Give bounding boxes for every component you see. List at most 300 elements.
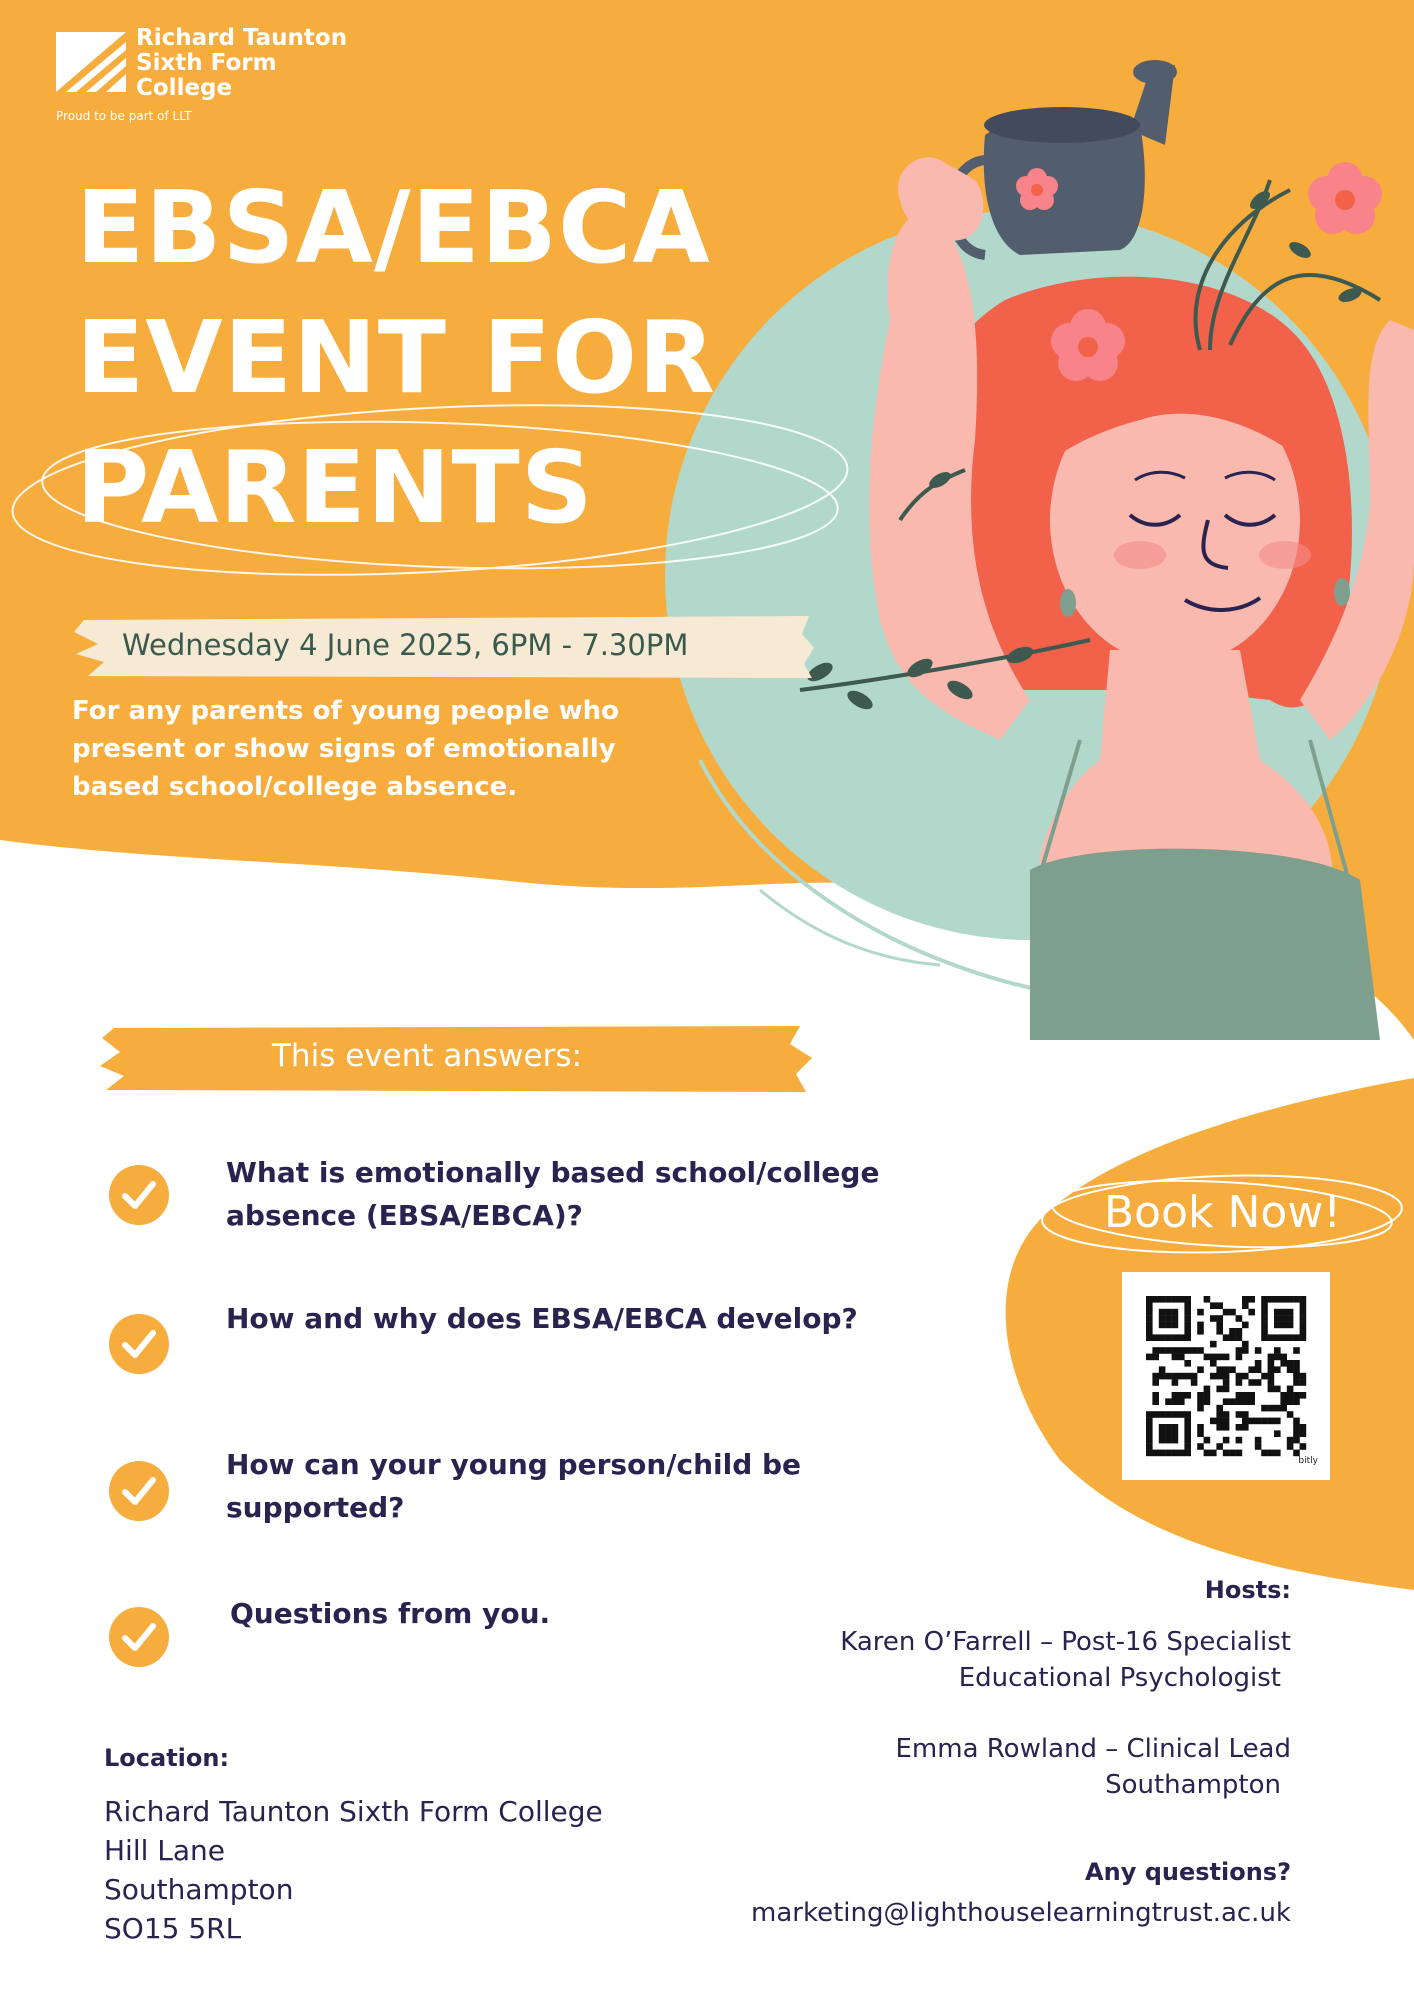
qr-module [1191,1373,1198,1380]
qr-module [1280,1334,1287,1341]
college-name-line: College [136,75,233,101]
qr-module [1300,1315,1307,1322]
qr-module [1178,1334,1185,1341]
qr-module [1152,1347,1159,1354]
qr-module [1293,1360,1300,1367]
qr-module [1293,1437,1300,1444]
qr-module [1204,1354,1211,1361]
qr-module [1165,1430,1172,1437]
qr-module [1280,1296,1287,1303]
qr-module [1223,1411,1230,1418]
qr-module [1152,1398,1159,1405]
qr-module [1152,1354,1159,1361]
qr-module [1184,1296,1191,1303]
qr-module [1223,1450,1230,1457]
qr-module [1152,1334,1159,1341]
qr-module [1229,1450,1236,1457]
qr-module [1172,1398,1179,1405]
qr-module [1229,1398,1236,1405]
qr-module [1210,1315,1217,1322]
qr-module [1216,1443,1223,1450]
qr-module [1178,1411,1185,1418]
college-name-line: Sixth Form [136,50,277,76]
qr-module [1165,1437,1172,1444]
host-1 [840,1624,1291,1696]
qr-module [1184,1392,1191,1399]
qr-module [1274,1334,1281,1341]
qr-module [1210,1360,1217,1367]
qr-module [1159,1366,1166,1373]
qr-module [1184,1302,1191,1309]
qr-module [1255,1347,1262,1354]
qr-module [1300,1302,1307,1309]
qr-module [1300,1430,1307,1437]
qr-module [1184,1315,1191,1322]
qr-module [1287,1443,1294,1450]
qr-module [1242,1341,1249,1348]
qr-module [1165,1322,1172,1329]
qr-module [1223,1373,1230,1380]
qr-module [1172,1392,1179,1399]
qr-module [1216,1354,1223,1361]
qr-module [1172,1309,1179,1316]
qr-module [1210,1450,1217,1457]
question-item: Questions from you. [230,1597,551,1630]
qr-module [1293,1296,1300,1303]
qr-module [1184,1424,1191,1431]
qr-module [1293,1418,1300,1425]
check-icon [108,1460,170,1522]
qr-module [1159,1296,1166,1303]
qr-module [1242,1296,1249,1303]
qr-module [1248,1379,1255,1386]
qr-module [1229,1334,1236,1341]
qr-module [1287,1360,1294,1367]
qr-module [1236,1328,1243,1335]
qr-module [1229,1328,1236,1335]
qr-module [1146,1328,1153,1335]
qr-module [1165,1411,1172,1418]
qr-module [1159,1347,1166,1354]
qr-module [1165,1373,1172,1380]
qr-module [1223,1398,1230,1405]
qr-module [1248,1398,1255,1405]
qr-module [1280,1392,1287,1399]
check-icon [108,1606,170,1668]
qr-module [1261,1450,1268,1457]
qr-module [1255,1443,1262,1450]
qr-module [1152,1450,1159,1457]
qr-module [1293,1392,1300,1399]
qr-module [1204,1386,1211,1393]
qr-module [1242,1392,1249,1399]
qr-module [1300,1379,1307,1386]
qr-module [1274,1296,1281,1303]
qr-module [1248,1309,1255,1316]
title-line: EVENT FOR [76,299,717,416]
qr-module [1146,1315,1153,1322]
qr-module [1165,1296,1172,1303]
qr-module [1261,1302,1268,1309]
qr-module [1223,1386,1230,1393]
qr-module [1210,1341,1217,1348]
qr-module [1280,1315,1287,1322]
qr-module [1287,1392,1294,1399]
qr-module [1184,1437,1191,1444]
qr-module [1172,1296,1179,1303]
qr-module [1287,1309,1294,1316]
qr-module [1178,1450,1185,1457]
qr-module [1216,1328,1223,1335]
qr-module [1165,1334,1172,1341]
qr-module [1184,1328,1191,1335]
qr-module [1172,1437,1179,1444]
college-name [136,26,347,101]
qr-module [1172,1354,1179,1361]
qr-module [1236,1424,1243,1431]
qr-module [1159,1424,1166,1431]
qr-module [1146,1418,1153,1425]
qr-module [1274,1354,1281,1361]
qr-module [1261,1405,1268,1412]
qr-module [1159,1334,1166,1341]
qr-module [1287,1411,1294,1418]
qr-module [1204,1392,1211,1399]
qr-module [1248,1418,1255,1425]
qr-module [1293,1347,1300,1354]
qr-module [1178,1347,1185,1354]
qr-module [1159,1373,1166,1380]
qr-module [1178,1392,1185,1399]
qr-module [1261,1315,1268,1322]
qr-module [1268,1296,1275,1303]
qr-module [1178,1354,1185,1361]
qr-module [1191,1347,1198,1354]
qr-module [1165,1315,1172,1322]
qr-module [1274,1450,1281,1457]
qr-module [1236,1411,1243,1418]
qr-module [1274,1366,1281,1373]
question-item: How and why does EBSA/EBCA develop? [226,1302,858,1335]
qr-module [1172,1450,1179,1457]
qr-module [1280,1309,1287,1316]
qr-module [1300,1373,1307,1380]
qr-module [1197,1366,1204,1373]
qr-code-graphic [1122,1272,1330,1480]
qr-module [1178,1296,1185,1303]
qr-module [1210,1302,1217,1309]
qr-module [1287,1366,1294,1373]
qr-module [1165,1424,1172,1431]
qr-module [1268,1334,1275,1341]
qr-module [1274,1386,1281,1393]
qr-module [1242,1411,1249,1418]
hosts-heading: Hosts: [1204,1576,1291,1604]
qr-module [1293,1366,1300,1373]
book-now-button[interactable]: Book Now! [1104,1187,1341,1238]
qr-module [1255,1379,1262,1386]
qr-module [1268,1366,1275,1373]
location-line: SO15 5RL [104,1912,242,1945]
check-icon [108,1164,170,1226]
qr-module [1293,1424,1300,1431]
qr-module [1300,1334,1307,1341]
qr-module [1274,1430,1281,1437]
qr-module [1197,1347,1204,1354]
title-line: EBSA/EBCA [76,169,711,286]
qr-module [1300,1296,1307,1303]
host-name-role: Karen O’Farrell – Post-16 Specialist [840,1627,1291,1657]
qr-module [1268,1379,1275,1386]
qr-module [1146,1309,1153,1316]
qr-module [1146,1430,1153,1437]
qr-module [1172,1334,1179,1341]
question-item: How can your young person/child be supported? [226,1448,802,1524]
qr-module [1172,1315,1179,1322]
qr-module [1223,1418,1230,1425]
qr-module [1146,1424,1153,1431]
qr-module [1172,1322,1179,1329]
qr-module [1152,1379,1159,1386]
qr-module [1197,1405,1204,1412]
qr-module [1146,1437,1153,1444]
qr-module [1287,1334,1294,1341]
title-line: PARENTS [76,429,594,546]
qr-module [1146,1322,1153,1329]
qr-module [1159,1411,1166,1418]
qr-module [1146,1296,1153,1303]
location-line: Southampton [104,1873,294,1906]
location-line: Hill Lane [104,1834,226,1867]
qr-module [1184,1347,1191,1354]
qr-module [1280,1360,1287,1367]
qr-module [1216,1302,1223,1309]
qr-module [1184,1443,1191,1450]
qr-module [1287,1315,1294,1322]
qr-module [1280,1398,1287,1405]
qr-module [1165,1309,1172,1316]
qr-module [1216,1322,1223,1329]
qr-module [1210,1373,1217,1380]
qr-module [1146,1450,1153,1457]
qr-module [1236,1373,1243,1380]
qr-module [1152,1411,1159,1418]
qr-module [1184,1373,1191,1380]
qr-module [1274,1309,1281,1316]
qr-module [1159,1309,1166,1316]
qr-module [1204,1296,1211,1303]
qr-module [1236,1379,1243,1386]
qr-module [1261,1322,1268,1329]
qr-module [1172,1373,1179,1380]
qr-module [1165,1347,1172,1354]
qr-module [1223,1366,1230,1373]
qr-module [1172,1430,1179,1437]
qr-module [1261,1334,1268,1341]
qr-module [1146,1411,1153,1418]
qr-module [1216,1418,1223,1425]
intro-text: For any parents of young people who present or show signs of emotionally based school/college absence. [72,696,620,802]
qr-module [1261,1373,1268,1380]
qr-module [1255,1437,1262,1444]
qr-module [1184,1334,1191,1341]
qr-module [1216,1373,1223,1380]
qr-module [1216,1424,1223,1431]
qr-module [1172,1411,1179,1418]
qr-module [1242,1373,1249,1380]
qr-module [1223,1424,1230,1431]
qr-module [1172,1379,1179,1386]
qr-module [1223,1334,1230,1341]
qr-module [1210,1354,1217,1361]
qr-module [1287,1322,1294,1329]
host-2 [896,1731,1292,1803]
qr-module [1146,1354,1153,1361]
qr-module [1261,1296,1268,1303]
location-line: Richard Taunton Sixth Form College [104,1795,603,1828]
qr-module [1172,1347,1179,1354]
qr-module [1197,1443,1204,1450]
qr-module [1300,1424,1307,1431]
qr-module [1159,1430,1166,1437]
qr-module [1197,1398,1204,1405]
qr-module [1242,1322,1249,1329]
qr-module [1300,1328,1307,1335]
qr-module [1204,1398,1211,1405]
qr-module [1197,1322,1204,1329]
qr-module [1146,1334,1153,1341]
qr-module [1216,1411,1223,1418]
qr-module [1268,1450,1275,1457]
qr-module [1274,1347,1281,1354]
qr-module [1184,1450,1191,1457]
qr-module [1178,1373,1185,1380]
qr-module [1261,1328,1268,1335]
qr-module [1184,1418,1191,1425]
qr-module [1204,1450,1211,1457]
qr-module [1280,1354,1287,1361]
qr-module [1261,1309,1268,1316]
host-title: Educational Psychologist [958,1663,1281,1693]
check-icon [108,1313,170,1375]
college-logo-icon [54,30,128,94]
qr-module [1216,1405,1223,1412]
qr-module [1255,1418,1262,1425]
qr-module [1197,1328,1204,1335]
qr-module [1178,1398,1185,1405]
qr-code[interactable] [1122,1272,1330,1480]
qr-module [1165,1398,1172,1405]
location-heading: Location: [104,1744,230,1772]
qr-module [1197,1424,1204,1431]
qr-module [1236,1347,1243,1354]
qr-module [1152,1296,1159,1303]
qr-module [1242,1302,1249,1309]
qr-module [1287,1437,1294,1444]
qr-module [1268,1418,1275,1425]
qr-module [1210,1418,1217,1425]
qr-module [1300,1322,1307,1329]
qr-module [1248,1296,1255,1303]
qr-module [1184,1309,1191,1316]
contact-email-link[interactable]: marketing@lighthouselearningtrust.ac.uk [751,1898,1291,1928]
qr-module [1293,1398,1300,1405]
qr-module [1287,1398,1294,1405]
qr-module [1242,1398,1249,1405]
qr-module [1242,1424,1249,1431]
qr-module [1236,1334,1243,1341]
qr-module [1268,1354,1275,1361]
qr-module [1197,1309,1204,1316]
qr-module [1242,1347,1249,1354]
qr-module [1300,1392,1307,1399]
qr-module [1146,1443,1153,1450]
qr-module [1236,1450,1243,1457]
host-name-role: Emma Rowland – Clinical Lead [895,1734,1291,1764]
qr-module [1223,1309,1230,1316]
qr-module [1152,1392,1159,1399]
qr-module [1242,1418,1249,1425]
qr-module [1204,1437,1211,1444]
qr-module [1293,1334,1300,1341]
qr-module [1223,1437,1230,1444]
qr-module [1165,1450,1172,1457]
qr-module [1248,1366,1255,1373]
qr-module [1216,1315,1223,1322]
qr-module [1159,1450,1166,1457]
qr-module [1274,1315,1281,1322]
qr-module [1197,1392,1204,1399]
qr-module [1146,1302,1153,1309]
qr-module [1287,1386,1294,1393]
qr-module [1229,1309,1236,1316]
qr-module [1274,1405,1281,1412]
qr-module [1184,1430,1191,1437]
answers-heading: This event answers: [272,1038,582,1074]
qr-module [1293,1379,1300,1386]
qr-module [1274,1322,1281,1329]
qr-module [1236,1354,1243,1361]
qr-module [1287,1296,1294,1303]
qr-module [1236,1398,1243,1405]
questions-heading: Any questions? [1085,1858,1291,1886]
qr-module [1280,1405,1287,1412]
qr-module [1274,1418,1281,1425]
college-name-line: Richard Taunton [136,25,348,51]
qr-module [1268,1386,1275,1393]
qr-module [1184,1322,1191,1329]
qr-module [1159,1322,1166,1329]
qr-module [1300,1443,1307,1450]
qr-caption: bitly [1298,1456,1318,1466]
qr-module [1261,1418,1268,1425]
qr-module [1268,1373,1275,1380]
qr-module [1191,1379,1198,1386]
qr-module [1197,1430,1204,1437]
college-tagline: Proud to be part of LLT [56,109,192,123]
qr-module [1248,1392,1255,1399]
qr-module [1152,1373,1159,1380]
qr-module [1184,1411,1191,1418]
qr-module [1255,1366,1262,1373]
question-item: What is emotionally based school/college absence (EBSA/EBCA)? [226,1156,880,1232]
qr-module [1268,1360,1275,1367]
qr-module [1223,1354,1230,1361]
qr-module [1159,1437,1166,1444]
qr-module [1172,1424,1179,1431]
qr-module [1184,1360,1191,1367]
qr-module [1293,1373,1300,1380]
